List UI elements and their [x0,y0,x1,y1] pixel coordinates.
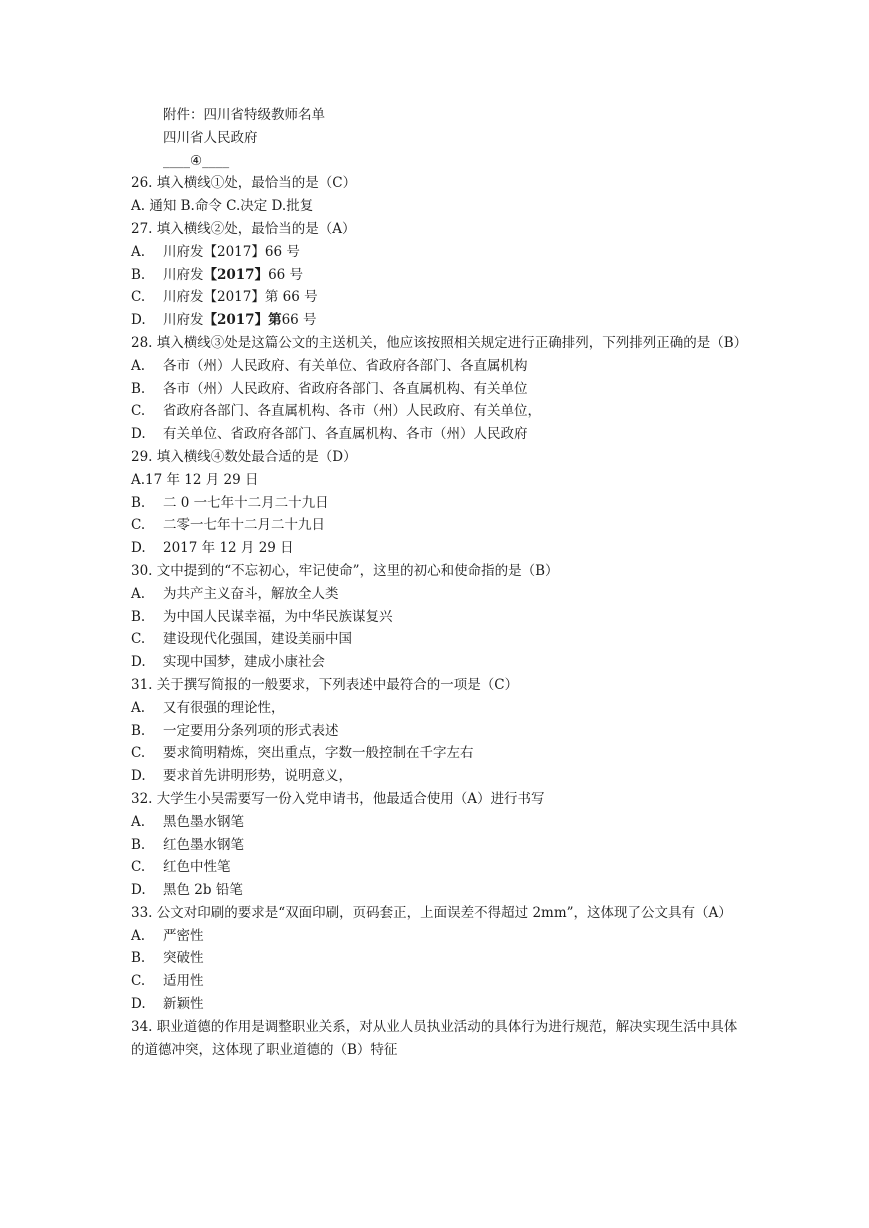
question-31-option-a [131,697,741,720]
option-text: 二零一七年十二月二十九日 [163,517,325,534]
option-letter: D. [131,540,146,557]
question-30-option-c [131,628,741,651]
question-28-option-d [131,423,741,446]
option-text: 黑色 2b 铅笔 [163,882,243,899]
question-29-option-c [131,514,741,537]
option-text: 建设现代化强国，建设美丽中国 [163,631,352,648]
option-text: 实现中国梦，建成小康社会 [163,654,325,671]
option-letter: D. [131,768,146,785]
question-31-option-b [131,720,741,743]
option-letter: B. [131,494,146,511]
option-letter: C. [131,631,146,648]
option-letter: C. [131,973,146,990]
option-letter: B. [131,266,146,283]
document-body [131,104,748,1061]
option-letter: D. [131,996,146,1013]
question-29-option-a: A.17 年 12 月 29 日 [131,471,259,488]
option-text: 各市（州）人民政府、省政府各部门、各直属机构、有关单位 [163,380,528,397]
question-30-option-b [131,606,741,629]
option-letter: C. [131,859,146,876]
question-32-option-c [131,856,741,879]
question-29-option-b [131,492,741,515]
option-text: 川府发【2017】第 66 号 [163,289,318,306]
option-letter: A. [131,357,146,374]
question-28-option-a [131,355,741,378]
option-text: 二 0 一七年十二月二十九日 [163,494,329,511]
option-letter: A. [131,585,146,602]
question-31-stem: 31. 关于撰写简报的一般要求，下列表述中最符合的一项是（C） [131,676,519,693]
question-29-stem: 29. 填入横线④数处最合适的是（D） [131,448,357,465]
option-letter: B. [131,950,146,967]
question-27-option-c [131,286,741,309]
option-text: 红色中性笔 [163,859,231,876]
option-text: 适用性 [163,973,204,990]
option-text: 严密性 [163,927,204,944]
question-30-stem: 30. 文中提到的“不忘初心，牢记使命”，这里的初心和使命指的是（B） [131,562,559,579]
option-letter: A. [131,927,146,944]
question-26-stem: 26. 填入横线①处，最恰当的是（C） [131,175,357,192]
question-33-option-c [131,970,741,993]
option-letter: D. [131,654,146,671]
question-32-option-a [131,811,741,834]
question-27-stem: 27. 填入横线②处，最恰当的是（A） [131,220,356,237]
option-text: 要求简明精炼，突出重点，字数一般控制在千字左右 [163,745,474,762]
option-letter: B. [131,380,146,397]
question-27-option-b [131,264,741,287]
question-31-option-c [131,742,741,765]
question-33-option-a [131,925,741,948]
question-32-stem: 32. 大学生小吴需要写一份入党申请书，他最适合使用（A）进行书写 [131,790,545,807]
option-letter: C. [131,289,146,306]
option-text-part: 川府发 [163,266,204,283]
option-letter: A. [131,699,146,716]
question-28-option-b [131,378,741,401]
option-text: 为中国人民谋幸福，为中华民族谋复兴 [163,608,393,625]
option-text: 川府发【2017】66 号 [163,243,300,260]
question-31-option-d [131,765,741,788]
option-text-part: 66 号 [281,312,317,329]
option-letter: C. [131,745,146,762]
question-28-stem: 28. 填入横线③处是这篇公文的主送机关，他应该按照相关规定进行正确排列，下列排列正确的是（B） [131,334,748,351]
question-27-option-a [131,241,741,264]
option-text: 黑色墨水钢笔 [163,813,244,830]
question-33-stem: 33. 公文对印刷的要求是“双面印刷，页码套正，上面误差不得超过 2mm”，这体现了公文具有（A） [131,904,732,921]
question-32-option-d [131,879,741,902]
option-letter: B. [131,608,146,625]
question-34-stem: 34. 职业道德的作用是调整职业关系，对从业人员执业活动的具体行为进行规范，解决实现生活中具体的道德冲突，这体现了职业道德的（B）特征 [131,1018,738,1058]
option-text-bold: 【2017】 [203,266,269,283]
option-letter: B. [131,722,146,739]
option-letter: D. [131,312,146,329]
question-30-option-d [131,651,741,674]
option-text-bold: 【2017】第 [203,312,282,329]
option-text-part: 川府发 [163,312,204,329]
attachment-line: 附件：四川省特级教师名单 [163,107,325,123]
option-letter: B. [131,836,146,853]
option-text: 要求首先讲明形势，说明意义， [163,768,352,785]
option-text: 突破性 [163,950,204,967]
question-27-option-d [131,309,741,332]
question-33-option-b [131,947,741,970]
option-text-part: 66 号 [268,266,304,283]
option-text: 新颖性 [163,996,204,1013]
option-text: 2017 年 12 月 29 日 [163,540,294,557]
option-text: 为共产主义奋斗，解放全人类 [163,585,339,602]
option-text: 省政府各部门、各直属机构、各市（州）人民政府、有关单位， [163,403,541,420]
option-text: 又有很强的理论性， [163,699,285,716]
question-32-option-b [131,834,741,857]
option-text: 各市（州）人民政府、有关单位、省政府各部门、各直属机构 [163,357,528,374]
option-text: 红色墨水钢笔 [163,836,244,853]
option-letter: D. [131,882,146,899]
date-blank-line: ____④____ [163,152,230,169]
option-text: 一定要用分条列项的形式表述 [163,722,339,739]
option-letter: A. [131,243,146,260]
issuer-line: 四川省人民政府 [163,129,258,146]
question-30-option-a [131,583,741,606]
question-26-options: A. 通知 B.命令 C.决定 D.批复 [131,198,314,215]
question-29-option-d [131,537,741,560]
question-28-option-c [131,400,741,423]
option-letter: C. [131,517,146,534]
option-letter: D. [131,426,146,443]
option-text: 有关单位、省政府各部门、各直属机构、各市（州）人民政府 [163,426,528,443]
question-33-option-d [131,993,741,1016]
option-letter: C. [131,403,146,420]
option-letter: A. [131,813,146,830]
